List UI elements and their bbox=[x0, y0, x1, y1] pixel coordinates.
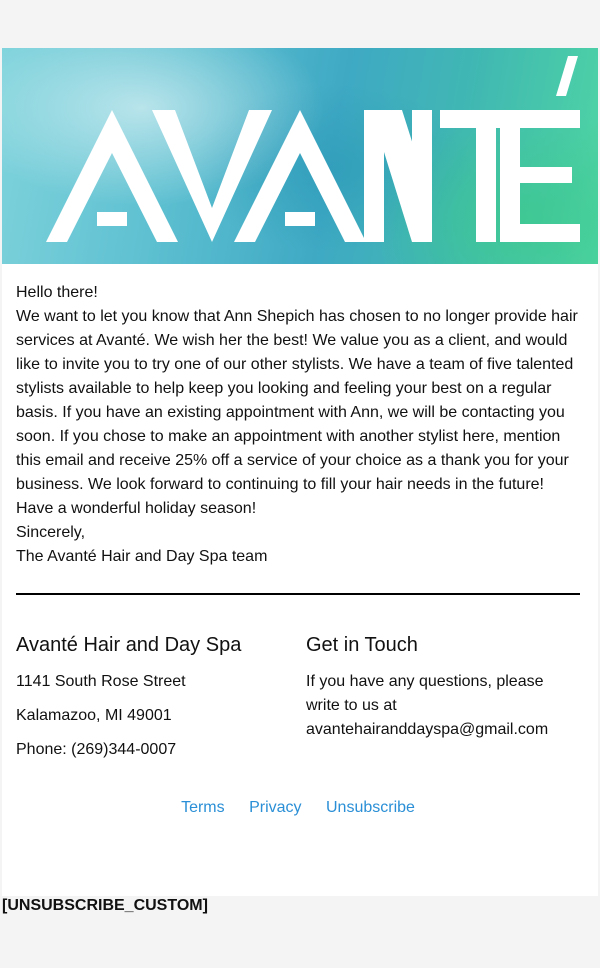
unsubscribe-link[interactable]: Unsubscribe bbox=[325, 799, 415, 816]
privacy-link[interactable]: Privacy bbox=[249, 799, 302, 816]
get-in-touch-title: Get in Touch bbox=[306, 634, 418, 656]
address-line-2: Kalamazoo, MI 49001 bbox=[16, 707, 172, 724]
contact-column bbox=[16, 630, 286, 762]
address-line-1: 1141 South Rose Street bbox=[16, 673, 186, 690]
avante-logo bbox=[2, 48, 598, 264]
signature: The Avanté Hair and Day Spa team bbox=[16, 548, 268, 565]
phone-number: Phone: (269)344-0007 bbox=[16, 741, 177, 758]
terms-link[interactable]: Terms bbox=[181, 799, 225, 816]
section-divider bbox=[16, 593, 580, 595]
get-in-touch-column bbox=[306, 630, 576, 742]
message-body bbox=[16, 281, 582, 569]
unsubscribe-placeholder: [UNSUBSCRIBE_CUSTOM] bbox=[2, 897, 208, 914]
message-paragraph: We want to let you know that Ann Shepich has chosen to no longer provide hair services at Avanté. We wish her the best! We value you as a client, and would like to invite you to try one of our other stylists. We have a team of five talented stylists available to help keep you looking and feeling your best on a regular basis. If you have an existing appointment with Ann, we will be contacting you soon. If you chose to make an appointment with another stylist here, mention this email and receive 25% off a service of your choice as a thank you for your business. We look forward to continuing to fill your hair needs in the future! bbox=[16, 308, 578, 493]
header-banner bbox=[2, 48, 598, 264]
holiday-wish: Have a wonderful holiday season! bbox=[16, 500, 257, 517]
greeting: Hello there! bbox=[16, 284, 98, 301]
get-in-touch-text bbox=[306, 670, 576, 742]
footer-links bbox=[0, 796, 596, 820]
contact-email[interactable]: avantehairanddayspa@gmail.com bbox=[306, 721, 549, 738]
closing: Sincerely, bbox=[16, 524, 86, 541]
get-in-touch-message: If you have any questions, please write to us at bbox=[306, 673, 544, 714]
business-name: Avanté Hair and Day Spa bbox=[16, 634, 242, 656]
